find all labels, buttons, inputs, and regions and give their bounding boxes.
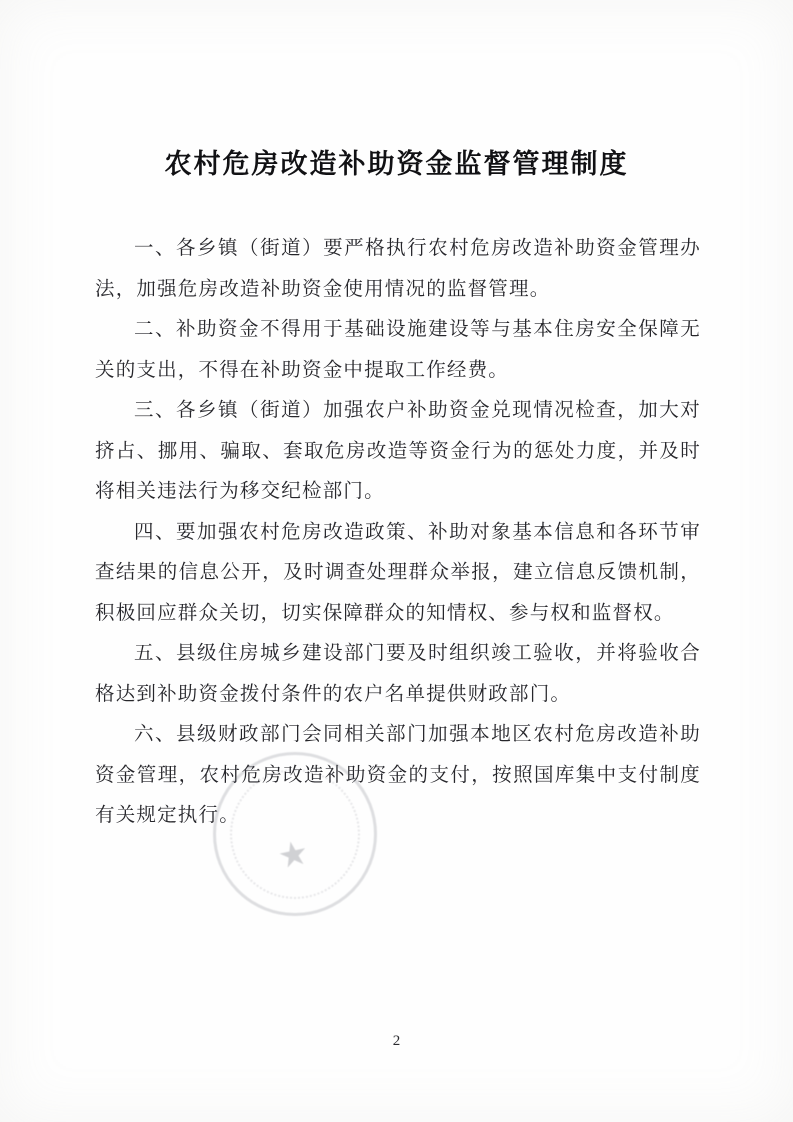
paragraph-4: 四、要加强农村危房改造政策、补助对象基本信息和各环节审查结果的信息公开，及时调查处理群众举报，建立信息反馈机制，积极回应群众关切，切实保障群众的知情权、参与权和监督权。 <box>95 521 701 624</box>
document-body <box>95 229 701 837</box>
paragraph-2: 二、补助资金不得用于基础设施建设等与基本住房安全保障无关的支出，不得在补助资金中提取工作经费。 <box>95 319 701 381</box>
paragraph-1: 一、各乡镇（街道）要严格执行农村危房改造补助资金管理办法，加强危房改造补助资金使用情况的监督管理。 <box>95 238 701 300</box>
paragraph-3: 三、各乡镇（街道）加强农户补助资金兑现情况检查，加大对挤占、挪用、骗取、套取危房改造等资金行为的惩处力度，并及时将相关违法行为移交纪检部门。 <box>95 400 701 502</box>
document-title: 农村危房改造补助资金监督管理制度 <box>164 149 629 179</box>
paragraph-5: 五、县级住房城乡建设部门要及时组织竣工验收，并将验收合格达到补助资金拨付条件的农户名单提供财政部门。 <box>95 643 701 705</box>
page-number: 2 <box>392 1033 401 1049</box>
star-icon: ★ <box>274 832 313 878</box>
paragraph-6: 六、县级财政部门会同相关部门加强本地区农村危房改造补助资金管理，农村危房改造补助资金的支付，按照国库集中支付制度有关规定执行。 <box>95 724 701 826</box>
